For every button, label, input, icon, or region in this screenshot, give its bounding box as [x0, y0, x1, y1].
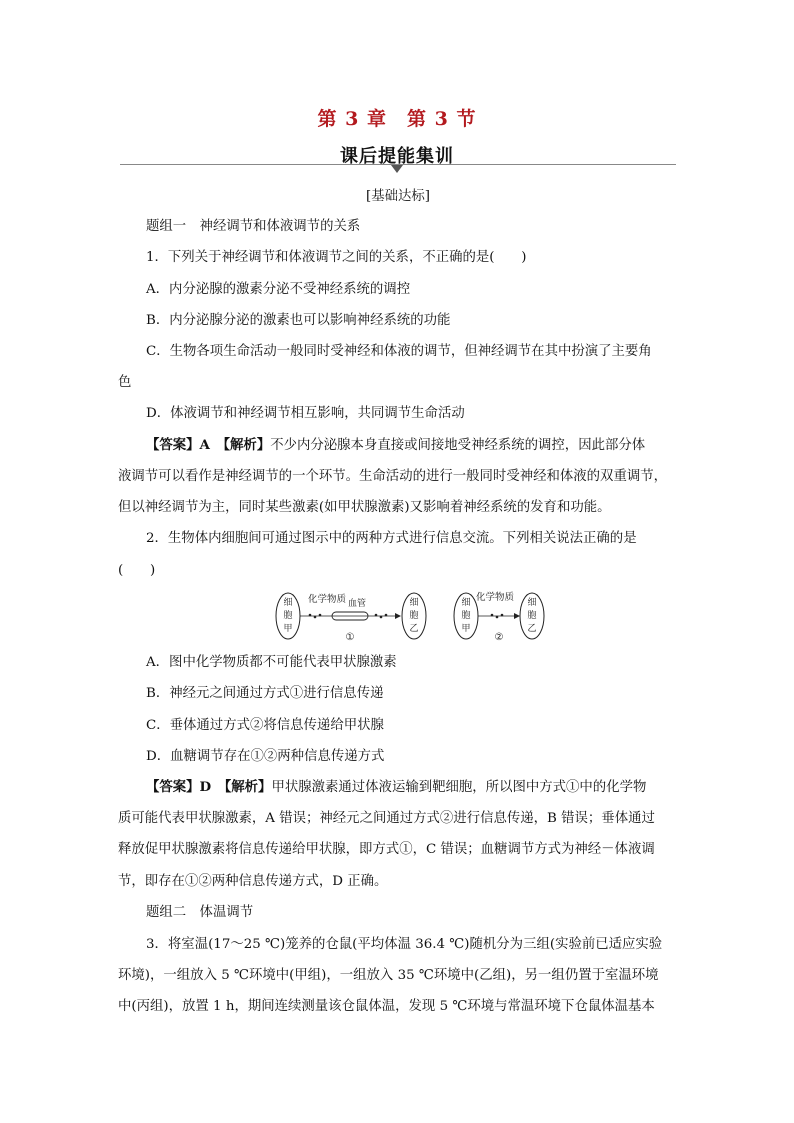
molecule-dot — [309, 614, 312, 617]
q2-stem-cont: ( ) — [118, 563, 156, 578]
cell-a-2-label-2: 胞 — [461, 611, 471, 621]
molecule-dot — [496, 616, 499, 619]
q2-analysis-line-1 — [146, 772, 706, 803]
q1-analysis-line-2: 液调节可以看作是神经调节的一个环节。生命活动的进行一般同时受神经和体液的双重调节， — [118, 469, 668, 484]
q2-analysis-text: 甲状腺激素通过体液运输到靶细胞，所以图中方式①中的化学物 — [271, 780, 647, 795]
group1-title: 题组一 神经调节和体液调节的关系 — [146, 219, 361, 234]
q1-answer-label: 【答案】A 【解析】 — [146, 437, 271, 453]
divider-triangle-icon — [391, 165, 403, 173]
molecule-dot — [491, 614, 494, 617]
mode-2-mark: ② — [494, 632, 504, 643]
q3-line-3: 中(丙组)，放置 1 h，期间连续测量该仓鼠体温，发现 5 ℃环境与常温环境下仓鼠体温基本 — [118, 999, 655, 1014]
cell-a-1-label: 细 — [283, 598, 293, 608]
q2-stem: 2．生物体内细胞间可通过图示中的两种方式进行信息交流。下列相关说法正确的是 — [146, 531, 637, 546]
chem-label-1: 化学物质 — [308, 594, 347, 605]
cell-a-2-label: 细 — [461, 598, 471, 608]
q1-option-d: D．体液调节和神经调节相互影响，共同调节生命活动 — [146, 406, 465, 421]
q1-option-a: A．内分泌腺的激素分泌不受神经系统的调控 — [146, 282, 411, 297]
q2-option-d: D．血糖调节存在①②两种信息传递方式 — [146, 749, 385, 764]
section-label: [基础达标] — [365, 189, 430, 204]
q1-option-c-cont: 色 — [118, 375, 132, 390]
arrow-head-1 — [395, 613, 401, 619]
cell-a-2-label-3: 甲 — [461, 624, 471, 634]
q2-analysis-line-2: 质可能代表甲状腺激素，A 错误；神经元之间通过方式②进行信息传递，B 错误；垂体通过 — [118, 811, 655, 826]
q1-option-b: B．内分泌腺分泌的激素也可以影响神经系统的功能 — [146, 313, 451, 328]
vessel-label: 血管 — [348, 599, 367, 609]
molecule-dot — [375, 614, 378, 617]
q2-option-b: B．神经元之间通过方式①进行信息传递 — [146, 686, 384, 701]
q2-answer-label: 【答案】D 【解析】 — [146, 779, 272, 795]
page-subtitle: 课后提能集训 — [340, 146, 454, 167]
q1-option-c: C．生物各项生命活动一般同时受神经和体液的调节，但神经调节在其中扮演了主要角 — [146, 344, 652, 359]
molecule-dot — [385, 614, 388, 617]
cell-b-1-label-2: 胞 — [409, 611, 419, 621]
q1-analysis-line-3: 但以神经调节为主，同时某些激素(如甲状腺激素)又影响着神经系统的发育和功能。 — [118, 500, 611, 515]
chem-label-2: 化学物质 — [476, 592, 515, 603]
cell-b-1-label: 细 — [409, 598, 419, 608]
q1-stem: 1．下列关于神经调节和体液调节之间的关系，不正确的是( ) — [146, 250, 527, 265]
group2-title: 题组二 体温调节 — [146, 905, 254, 920]
q2-analysis-line-3: 释放促甲状腺激素将信息传递给甲状腺，即方式①，C 错误；血糖调节方式为神经－体液调 — [118, 842, 655, 857]
q1-analysis-line-1 — [146, 430, 706, 461]
molecule-dot — [319, 614, 322, 617]
q3-line-1: 3．将室温(17～25 ℃)笼养的仓鼠(平均体温 36.4 ℃)随机分为三组(实验前已适应实验 — [146, 937, 663, 952]
q2-option-c: C．垂体通过方式②将信息传递给甲状腺 — [146, 718, 384, 733]
cell-a-1-label-2: 胞 — [283, 611, 293, 621]
cell-a-1-label-3: 甲 — [283, 624, 293, 634]
q2-figure — [270, 588, 570, 646]
molecule-dot — [314, 616, 317, 619]
cell-b-1-label-3: 乙 — [409, 624, 419, 634]
q2-analysis-line-4: 节，即存在①②两种信息传递方式，D 正确。 — [118, 874, 388, 889]
cell-b-2-label-2: 胞 — [527, 611, 537, 621]
mode-1-mark: ① — [345, 632, 355, 643]
figure-mode-2 — [454, 591, 544, 643]
molecule-dot — [380, 616, 383, 619]
q1-analysis-text: 不少内分泌腺本身直接或间接地受神经系统的调控，因此部分体 — [270, 438, 646, 453]
q3-line-2: 环境)，一组放入 5 ℃环境中(甲组)，一组放入 35 ℃环境中(乙组)，另一组仍置于室温环境 — [118, 968, 659, 983]
arrow-head-2 — [514, 613, 520, 619]
cell-b-2-label: 细 — [527, 598, 537, 608]
cell-b-2-label-3: 乙 — [527, 624, 537, 634]
molecule-dot — [501, 614, 504, 617]
figure-mode-1 — [276, 593, 426, 643]
chapter-title: 第 3 章 第 3 节 — [317, 108, 477, 130]
q2-option-a: A．图中化学物质都不可能代表甲状腺激素 — [146, 655, 397, 670]
